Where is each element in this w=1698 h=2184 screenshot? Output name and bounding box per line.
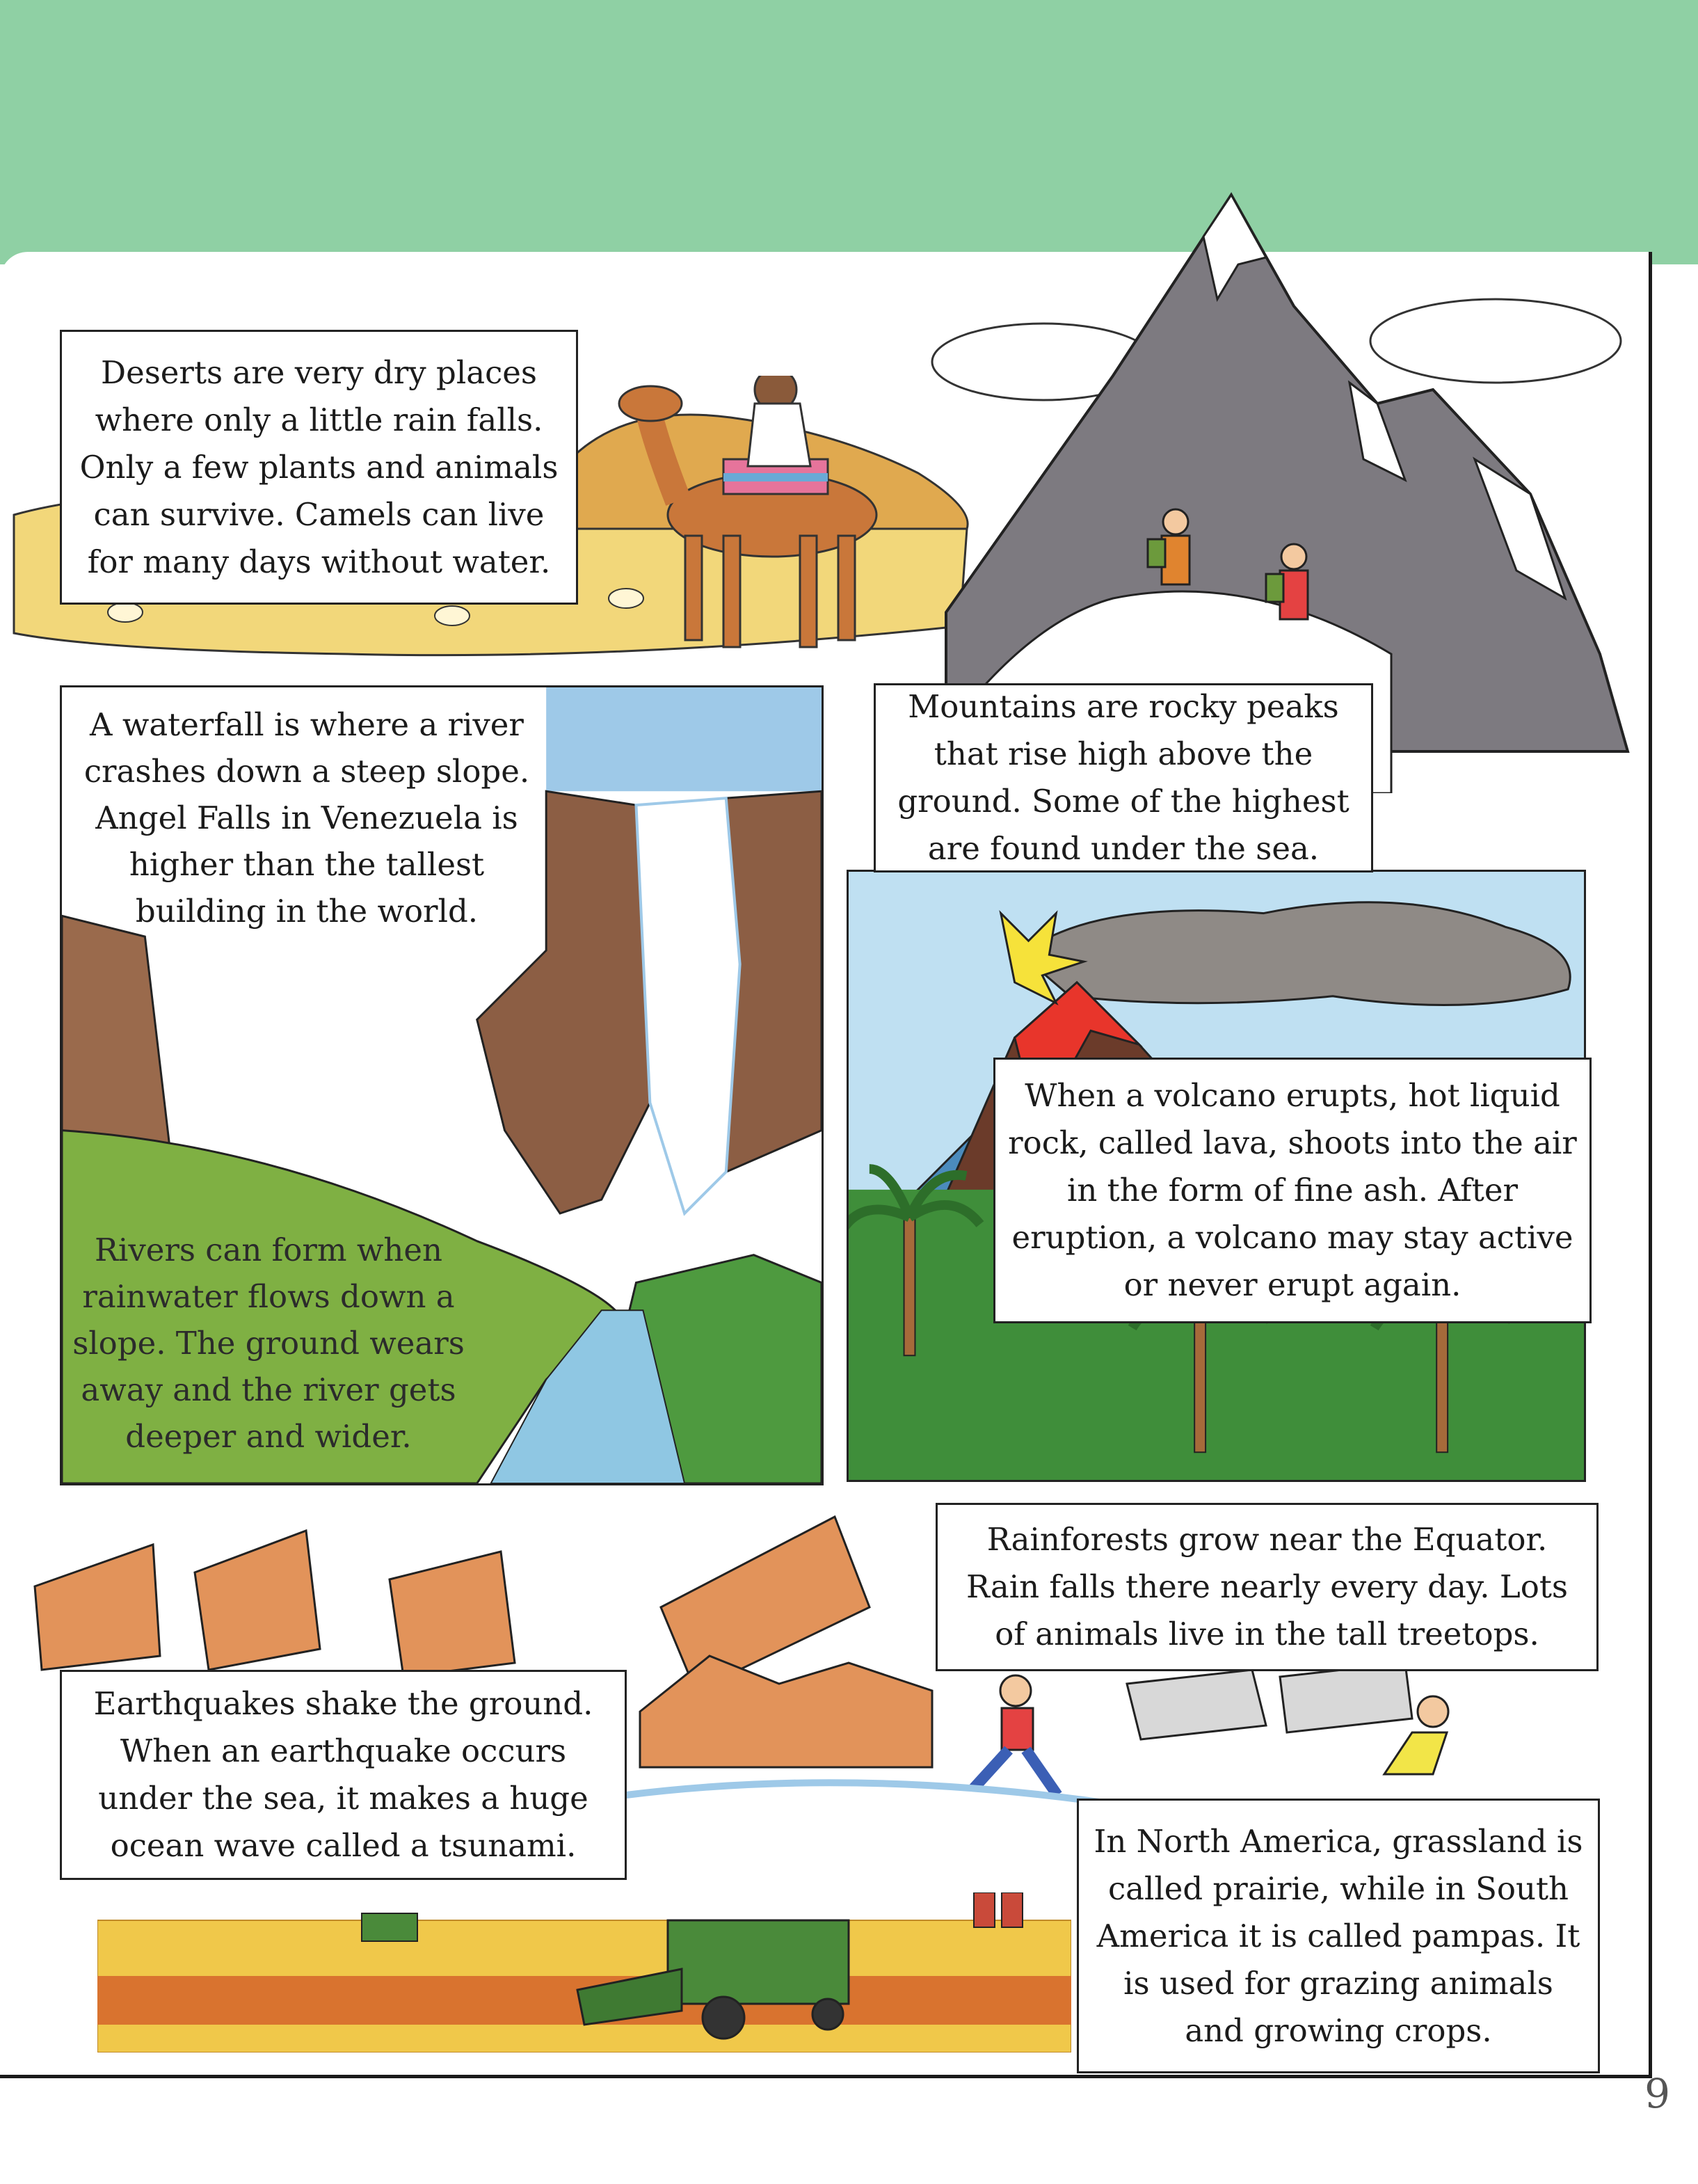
grassland-text: In North America, grassland is called prairie, while in South America it is called pampas. It is used for grazing animals and growing crops. (1077, 1799, 1600, 2073)
earthquake-text: Earthquakes shake the ground. When an earthquake occurs under the sea, it makes a huge ocean wave called a tsunami. (60, 1670, 627, 1880)
grassland-illustration (97, 1892, 1071, 2053)
page-number: 9 (1644, 2070, 1670, 2117)
river-text: Rivers can form when rainwater flows down a slope. The ground wears away and the river gets deeper and wider. (72, 1231, 465, 1455)
rainforest-text: Rainforests grow near the Equator. Rain falls there nearly every day. Lots of animals live in the tall treetops. (936, 1503, 1599, 1671)
mountain-text: Mountains are rocky peaks that rise high above the ground. Some of the highest are found under the sea. (874, 683, 1373, 872)
grassland-scene (97, 1892, 1071, 2053)
running-person-icon (974, 1675, 1057, 1795)
combine-harvester-icon (362, 1913, 417, 1941)
volcano-text: When a volcano erupts, hot liquid rock, called lava, shoots into the air in the form of fine ash. After eruption, a volcano may stay active or never erupt again. (993, 1058, 1592, 1323)
waterfall-text: A waterfall is where a river crashes down a steep slope. Angel Falls in Venezuela is higher than the tallest building in the world. (83, 706, 530, 930)
desert-text: Deserts are very dry places where only a little rain falls. Only a few plants and animals can survive. Camels can live for many days without water. (60, 330, 578, 605)
